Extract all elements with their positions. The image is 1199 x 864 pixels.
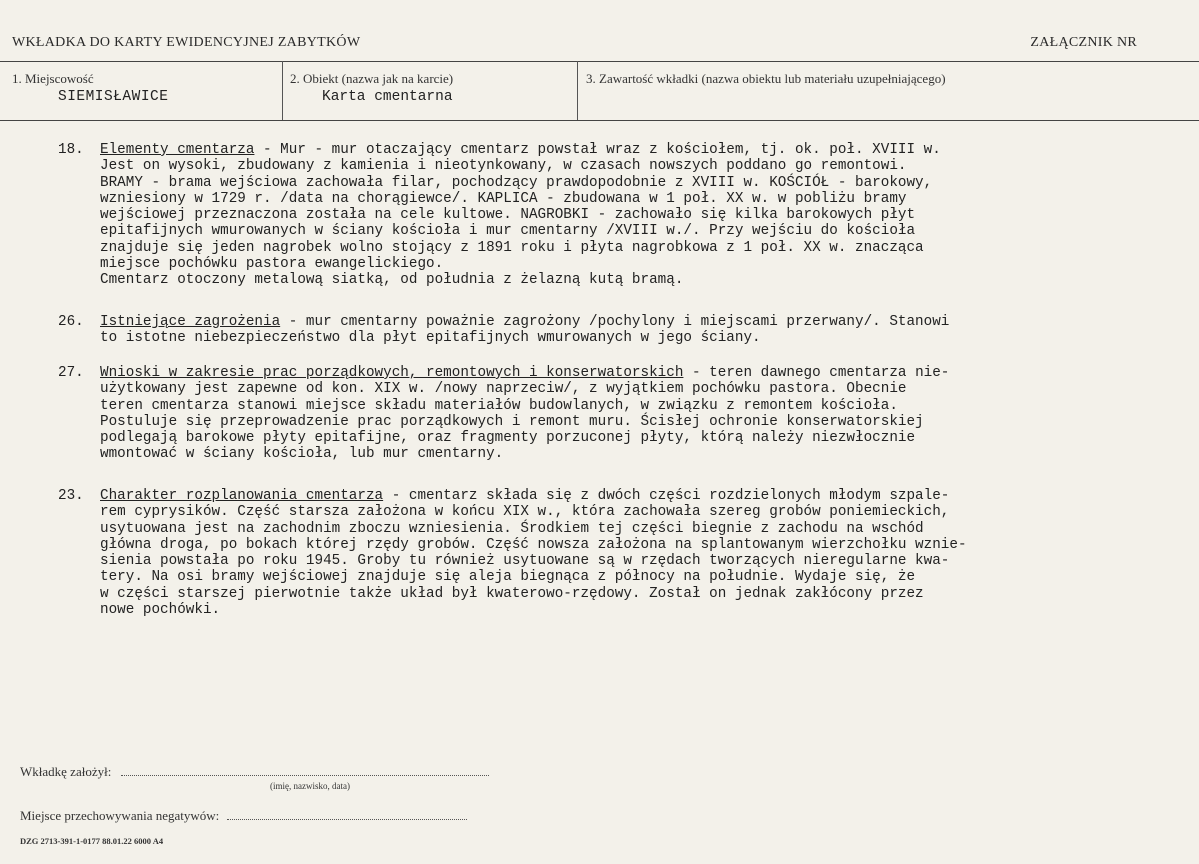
field-object-value: Karta cmentarna (322, 89, 453, 105)
entry-line: wejściowej przeznaczona została na cele kultowe. NAGROBKI - zachowało się kilka barokowych płyt (100, 207, 916, 224)
storage-label: Miejsce przechowywania negatywów: (20, 808, 220, 823)
entry-line: epitafijnych wmurowanych w ściany kościoła i mur cmentarny /XVIII w./. Przy wejściu do kościoła (100, 223, 916, 240)
entry-line: sienia powstała po roku 1945. Groby tu również usytuowane są w rzędach tworzących nieregularne kwa- (100, 553, 950, 570)
entry-line: Jest on wysoki, zbudowany z kamienia i nieotynkowany, w czasach nowszych poddano go remontowi. (100, 158, 907, 175)
storage-field (20, 808, 467, 824)
entry-number: 26. (58, 314, 84, 330)
author-label: Wkładkę założył: (20, 764, 112, 779)
entry-line: w części starszej pierwotnie także układ był kwaterowo-rzędowy. Został on jednak zakłócony przez (100, 585, 924, 602)
field-locality-label: 1. Miejscowość (12, 71, 94, 86)
entry-line: główna droga, po bokach której rzędy grobów. Część nowsza założona na splantowanym wierzchołku wznie- (100, 536, 967, 553)
entry-line: to istotne niebezpieczeństwo dla płyt epitafijnych wmurowanych w jego ściany. (100, 330, 761, 347)
entry-first-line (100, 365, 1158, 381)
entry-first-line (100, 142, 1158, 158)
entry-heading: Charakter rozplanowania cmentarza (100, 488, 384, 504)
entry-first-line (100, 314, 1158, 330)
entry-body (100, 365, 1158, 463)
author-dotted-line (121, 775, 489, 776)
entry-number: 27. (58, 365, 84, 381)
author-field (20, 764, 489, 780)
field-divider-2 (577, 61, 578, 120)
entry-line: tery. Na osi bramy wejściowej znajduje się aleja biegnąca z północy na południe. Wydaje się, że (100, 569, 916, 586)
entry-line: nowe pochówki. (100, 602, 221, 619)
entry-body (100, 314, 1158, 347)
header-rule-bottom (0, 120, 1199, 121)
form-title: WKŁADKA DO KARTY EWIDENCYJNEJ ZABYTKÓW (12, 35, 361, 50)
print-code: DZG 2713-391-1-0177 88.01.22 6000 A4 (20, 836, 164, 846)
entry-body (100, 142, 1158, 289)
entry-line: Postuluje się przeprowadzenie prac porządkowych i remont muru. Ścisłej ochronie konserwatorskiej (100, 413, 924, 430)
field-locality-value: SIEMISŁAWICE (58, 89, 169, 105)
entry-first-line-text: - Mur - mur otaczający cmentarz powstał wraz z kościołem, tj. ok. poł. XVIII w. (254, 142, 941, 158)
entry-line: BRAMY - brama wejściowa zachowała filar, pochodzący prawdopodobnie z XVIII w. KOŚCIÓŁ - barokowy, (100, 174, 933, 191)
entry-body (100, 488, 1158, 618)
entry-line: znajduje się jeden nagrobek wolno stojący z 1891 roku i płyta nagrobkowa z 1 poł. XX w. znacząca (100, 239, 924, 256)
attachment-number-label: ZAŁĄCZNIK NR (1030, 35, 1137, 50)
entry-line: usytuowana jest na zachodnim zboczu wzniesienia. Środkiem tej części biegnie z zachodu na wschód (100, 520, 924, 537)
field-content-label: 3. Zawartość wkładki (nazwa obiektu lub materiału uzupełniającego) (586, 71, 946, 86)
entry-heading: Istniejące zagrożenia (100, 314, 281, 330)
entry-number: 18. (58, 142, 84, 158)
field-object-label: 2. Obiekt (nazwa jak na karcie) (290, 71, 454, 86)
entry-line: użytkowany jest zapewne od kon. XIX w. /nowy naprzeciw/, z wyjątkiem pochówku pastora. Obecnie (100, 381, 907, 398)
entry-first-line-text: - cmentarz składa się z dwóch części rozdzielonych młodym szpale- (383, 488, 950, 504)
entry-first-line-text: - teren dawnego cmentarza nie- (683, 365, 950, 381)
entry-line: rem cyprysików. Część starsza założona w końcu XIX w., która zachowała szereg grobów poniemieckich, (100, 504, 950, 521)
entry-line: wzniesiony w 1729 r. /data na chorągiewce/. KAPLICA - zbudowana w 1 poł. XX w. w pobliżu bramy (100, 190, 907, 207)
field-divider-1 (282, 61, 283, 120)
entry-first-line (100, 488, 1158, 504)
entry-line: podlegają barokowe płyty epitafijne, oraz fragmenty porzuconej płyty, którą należy niezwłocznie (100, 430, 916, 447)
entry-heading: Elementy cmentarza (100, 142, 255, 158)
entry-number: 23. (58, 488, 84, 504)
entry-line: miejsce pochówku pastora ewangelickiego. (100, 256, 444, 273)
entry-heading: Wnioski w zakresie prac porządkowych, remontowych i konserwatorskich (100, 365, 684, 381)
entry-line: wmontować w ściany kościoła, lub mur cmentarny. (100, 446, 504, 463)
storage-dotted-line (227, 819, 467, 820)
entry-first-line-text: - mur cmentarny poważnie zagrożony /pochylony i miejscami przerwany/. Stanowi (280, 314, 950, 330)
entry-line: teren cmentarza stanowi miejsce składu materiałów budowlanych, w związku z remontem kościoła. (100, 397, 898, 414)
header-rule-top (0, 61, 1199, 62)
entry-line: Cmentarz otoczony metalową siatką, od południa z żelazną kutą bramą. (100, 272, 684, 289)
author-hint: (imię, nazwisko, data) (270, 781, 350, 791)
